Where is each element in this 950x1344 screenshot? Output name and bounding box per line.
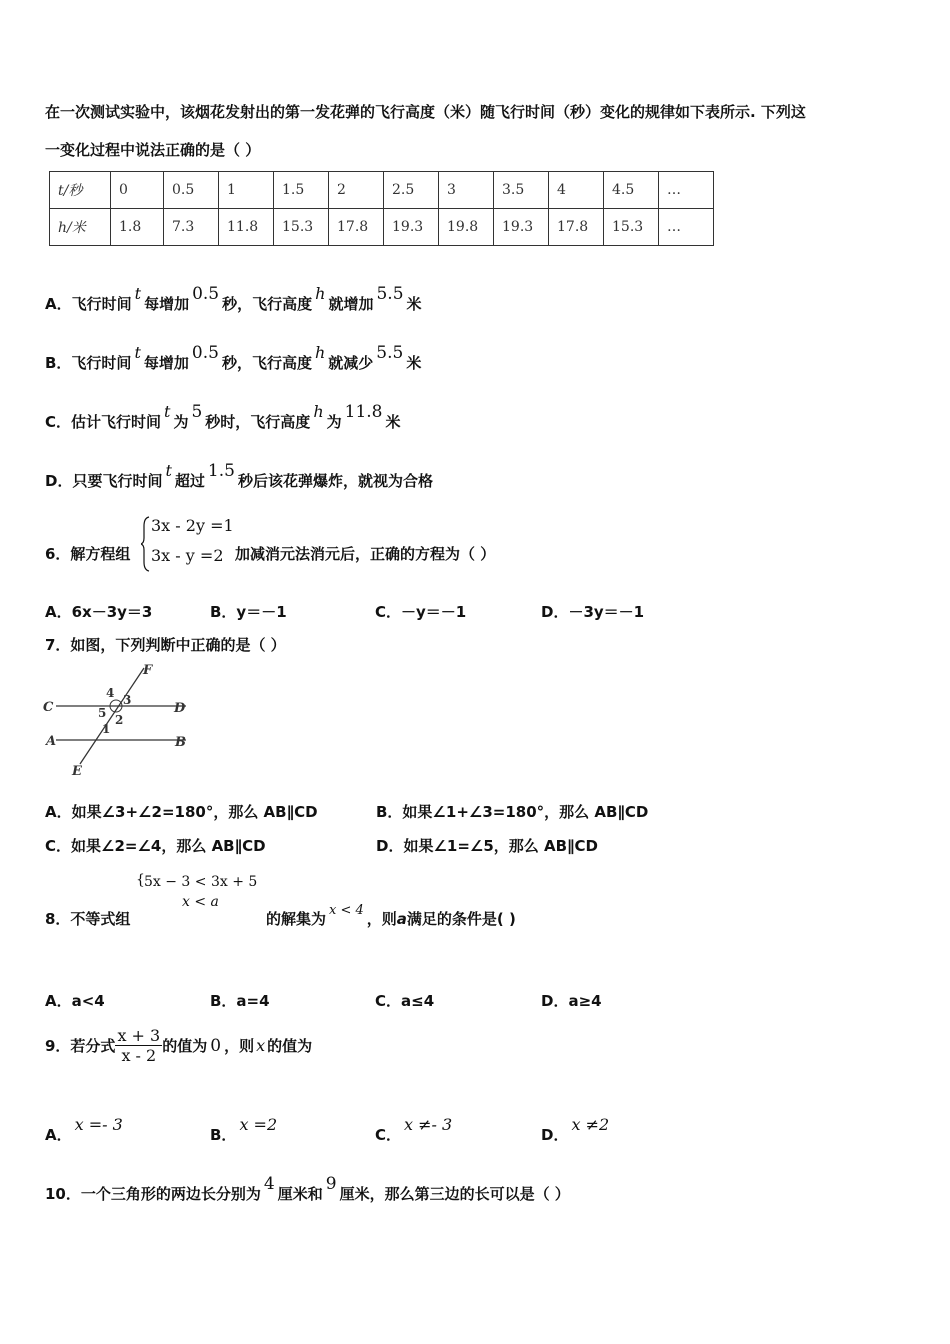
intro-line-1: 在一次测试实验中，该烟花发射出的第一发花弹的飞行高度（米）随飞行时间（秒）变化的规律如下表所示. 下列这 (45, 103, 806, 121)
table-cell: 3 (439, 172, 494, 209)
table-cell: 17.8 (329, 209, 384, 246)
table-cell: … (659, 172, 714, 209)
table-cell: 7.3 (164, 209, 219, 246)
table-cell: 15.3 (274, 209, 329, 246)
table-cell: 2 (329, 172, 384, 209)
table-cell: 0 (111, 172, 164, 209)
q8-option-c[interactable]: C．a≤4 (375, 992, 435, 1010)
q8-equation-2: x < a (182, 894, 219, 910)
table-cell: 19.8 (439, 209, 494, 246)
q6-option-b[interactable]: B．y＝－1 (210, 603, 287, 621)
line-ef (80, 668, 144, 764)
table-row-h (50, 209, 714, 246)
q10-stem: 10．一个三角形的两边长分别为 4 厘米和 9 厘米，那么第三边的长可以是（ ） (45, 1174, 570, 1203)
q5-option-c[interactable]: C．估计飞行时间t为 5 秒时，飞行高度h为 11.8 米 (45, 402, 401, 431)
table-cell: 19.3 (384, 209, 439, 246)
table-cell: 3.5 (494, 172, 549, 209)
q7-option-b[interactable]: B．如果∠1+∠3=180°，那么 AB∥CD (376, 803, 649, 821)
q5-option-a[interactable]: A．飞行时间t每增加 0.5 秒，飞行高度h就增加 5.5 米 (45, 284, 422, 313)
q6-prefix: 6．解方程组 (45, 545, 131, 563)
table-header-t: t/秒 (50, 172, 111, 209)
q9-stem: 9．若分式 $\frac{x + 3}{x - 2}$ 的值为 0 ，则 x 的值为 (45, 1026, 313, 1065)
parallel-lines-figure (40, 662, 200, 780)
q6-option-c[interactable]: C．－y＝－1 (375, 603, 467, 621)
q9-option-b[interactable]: B．x =2 (210, 1115, 278, 1144)
q8-option-b[interactable]: B．a=4 (210, 992, 270, 1010)
table-cell: 15.3 (604, 209, 659, 246)
label-f: F (143, 663, 153, 678)
table-cell: 2.5 (384, 172, 439, 209)
q6-equation-1: 3x - 2y =1 (151, 516, 234, 535)
table-cell: 1.5 (274, 172, 329, 209)
table-cell: 11.8 (219, 209, 274, 246)
q8-option-d[interactable]: D．a≥4 (541, 992, 602, 1010)
table-cell: … (659, 209, 714, 246)
table-cell: 4.5 (604, 172, 659, 209)
flight-data-table (49, 171, 714, 246)
table-header-h: h/米 (50, 209, 111, 246)
label-angle-3: 3 (123, 693, 132, 707)
label-a: A (46, 734, 57, 749)
left-brace-icon (141, 516, 151, 572)
q8-mid: 的解集为 x < 4 ，则a满足的条件是( ) (266, 903, 516, 928)
q9-option-d[interactable]: D．x ≠2 (541, 1115, 610, 1144)
q7-option-d[interactable]: D．如果∠1=∠5，那么 AB∥CD (376, 837, 599, 855)
q7-stem: 7．如图，下列判断中正确的是（ ） (45, 636, 286, 654)
label-c: C (43, 700, 54, 715)
q5-option-b[interactable]: B．飞行时间t每增加 0.5 秒，飞行高度h就减少 5.5 米 (45, 343, 422, 372)
q5-option-d[interactable]: D．只要飞行时间t超过 1.5 秒后该花弹爆炸，就视为合格 (45, 461, 433, 490)
label-e: E (72, 764, 82, 779)
q7-option-c[interactable]: C．如果∠2=∠4，那么 AB∥CD (45, 837, 266, 855)
q8-option-a[interactable]: A．a<4 (45, 992, 105, 1010)
label-angle-1: 1 (102, 722, 111, 736)
table-cell: 17.8 (549, 209, 604, 246)
table-cell: 4 (549, 172, 604, 209)
table-cell: 1.8 (111, 209, 164, 246)
label-angle-2: 2 (115, 713, 124, 727)
label-angle-5: 5 (98, 706, 107, 720)
q6-option-a[interactable]: A．6x－3y＝3 (45, 603, 153, 621)
table-cell: 0.5 (164, 172, 219, 209)
q6-equation-2: 3x - y =2 (151, 546, 224, 565)
q6-suffix: 加减消元法消元后，正确的方程为（ ） (235, 545, 496, 563)
q9-option-c[interactable]: C．x ≠- 3 (375, 1115, 453, 1144)
q6-option-d[interactable]: D．－3y＝－1 (541, 603, 645, 621)
q9-fraction: $\frac{x + 3}{x - 2}$ (117, 1026, 161, 1065)
intro-line-2: 一变化过程中说法正确的是（ ） (45, 141, 261, 159)
q8-equation-1: 5x − 3 < 3x + 5 (144, 874, 258, 890)
q9-option-a[interactable]: A．x =- 3 (45, 1115, 123, 1144)
left-brace-icon: { (136, 872, 145, 888)
label-b: B (175, 735, 186, 750)
q7-option-a[interactable]: A．如果∠3+∠2=180°，那么 AB∥CD (45, 803, 318, 821)
q8-prefix: 8．不等式组 (45, 910, 131, 928)
label-d: D (174, 701, 186, 716)
table-cell: 1 (219, 172, 274, 209)
table-cell: 19.3 (494, 209, 549, 246)
table-row-t (50, 172, 714, 209)
label-angle-4: 4 (106, 686, 115, 700)
